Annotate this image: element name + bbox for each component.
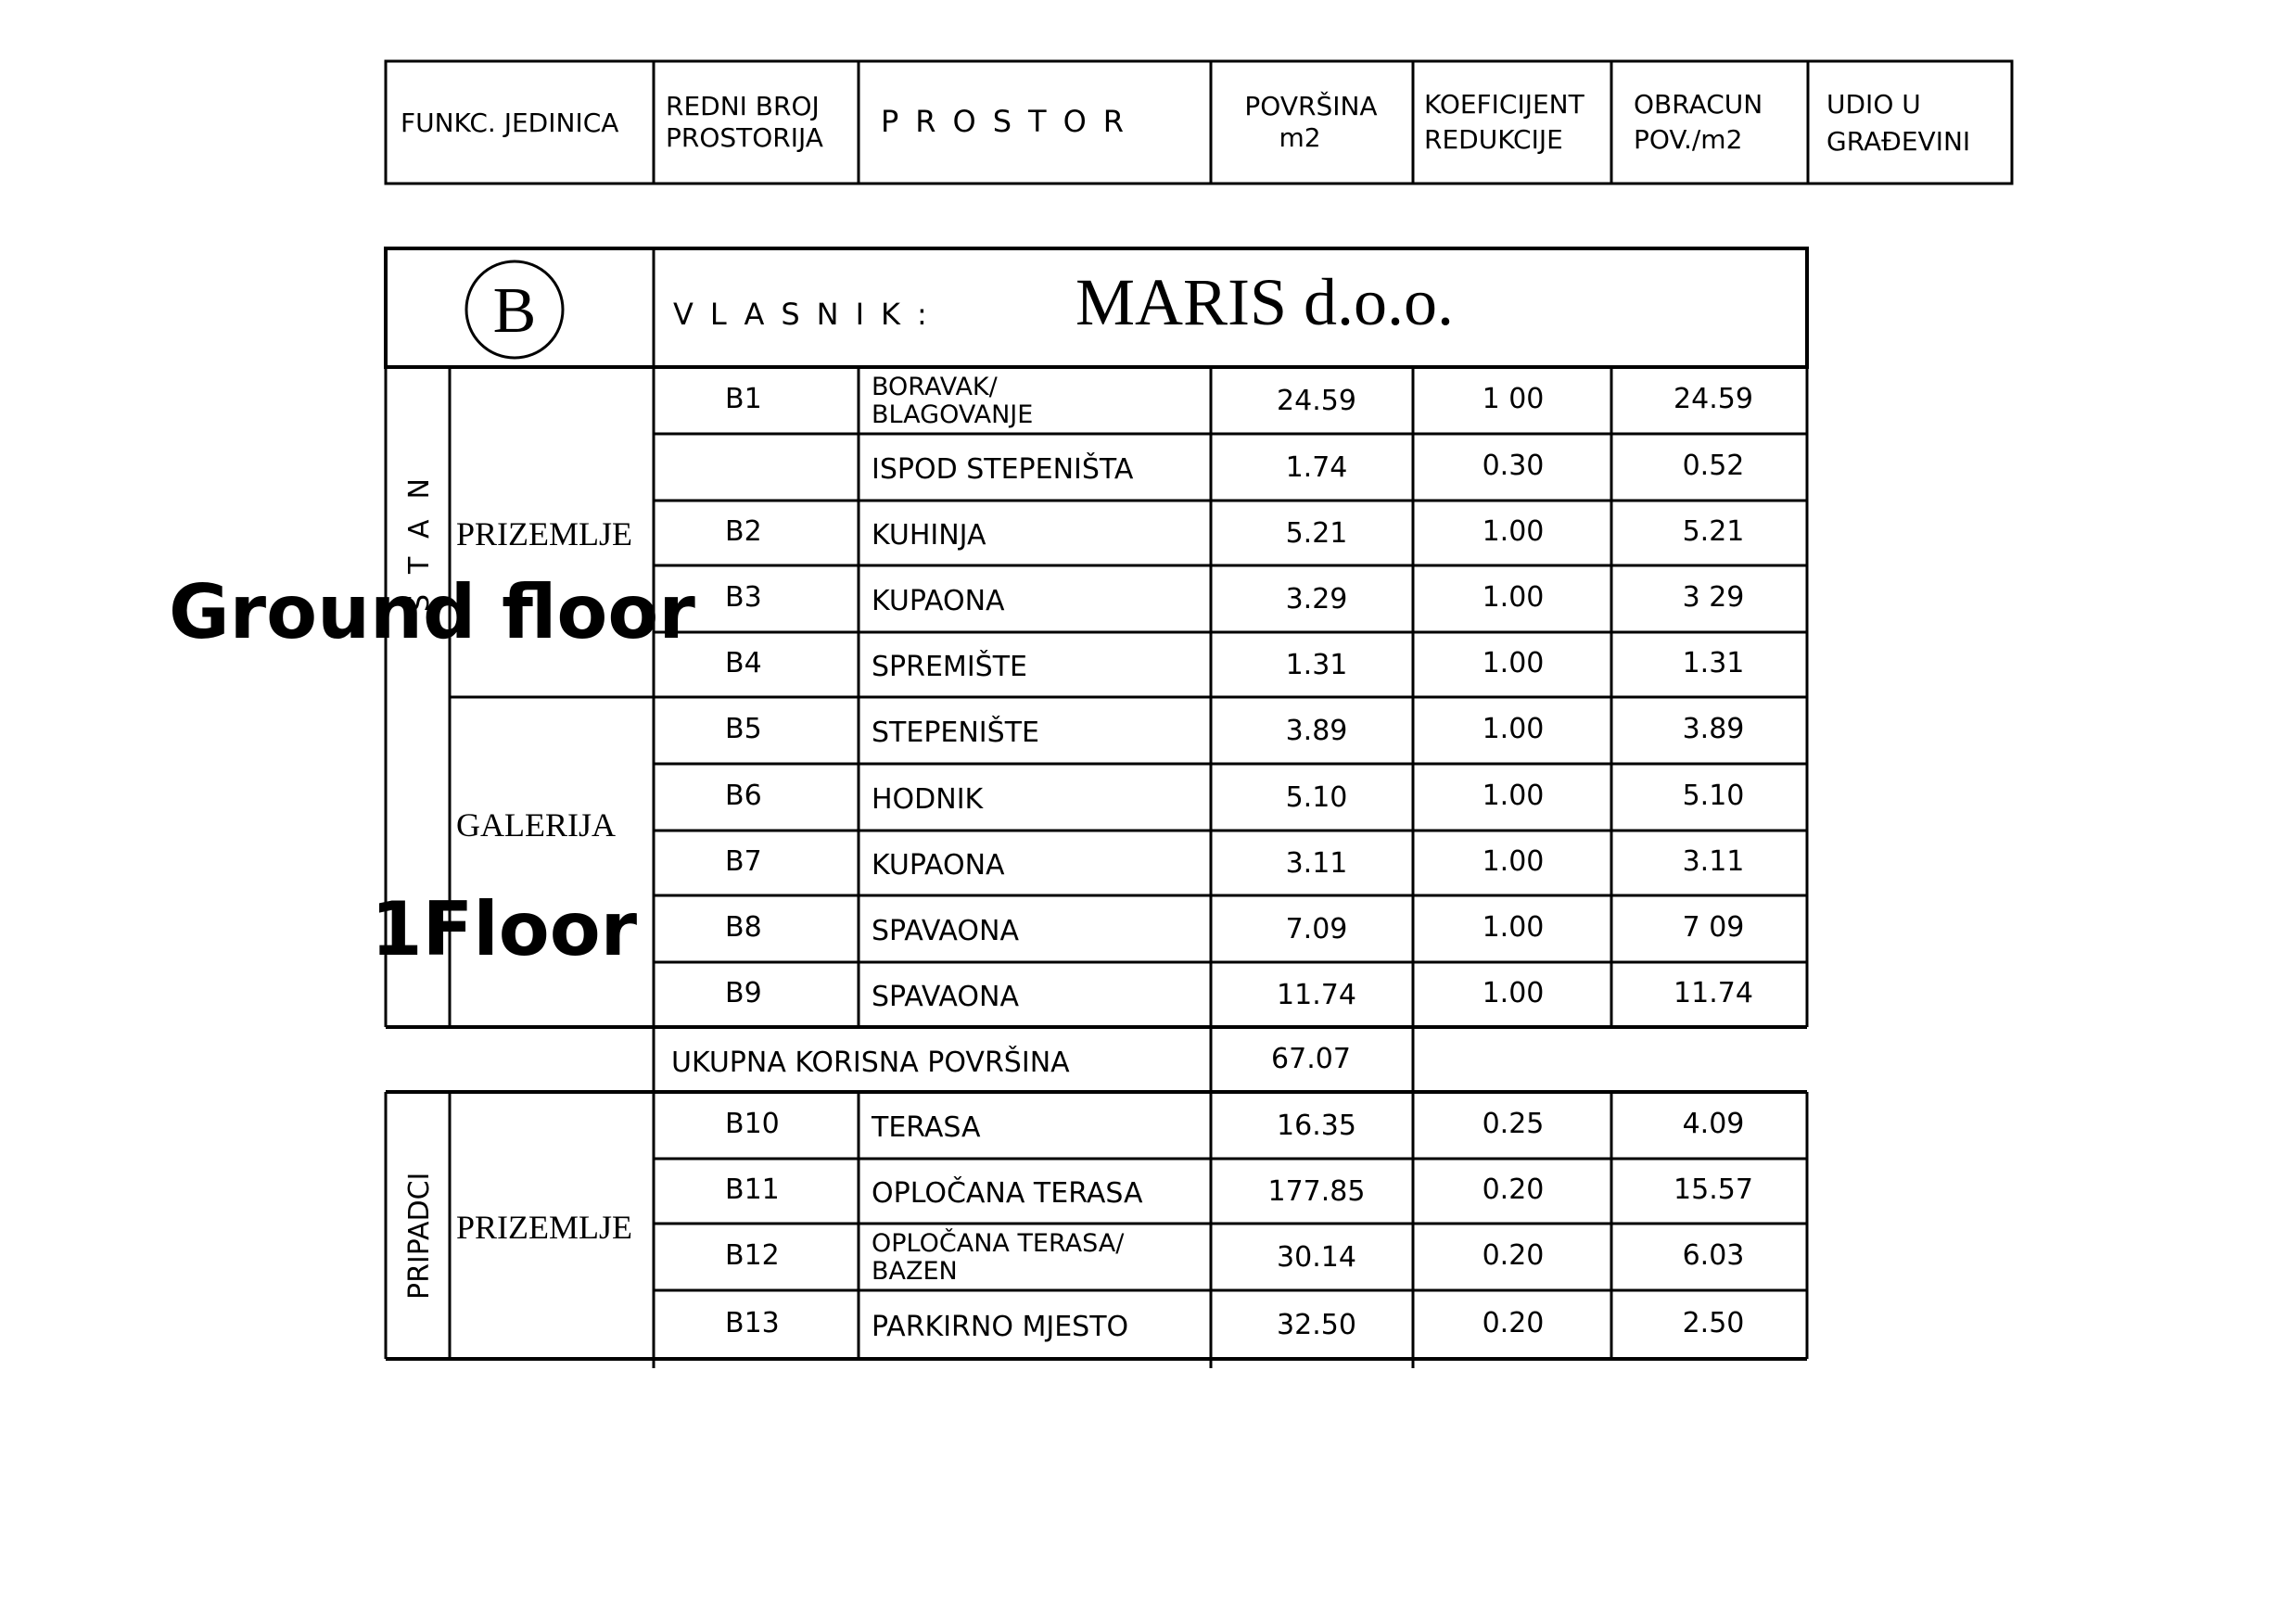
table-row xyxy=(725,515,1744,552)
calculated-area: 3.89 xyxy=(1682,713,1745,745)
pripadci-vertical-label: PRIPADCI xyxy=(403,1172,436,1300)
room-area: 5.21 xyxy=(1285,517,1348,550)
reduction-coefficient: 1.00 xyxy=(1482,515,1545,548)
overlay-first-floor: 1Floor xyxy=(371,886,638,972)
header-area-line2: m2 xyxy=(1279,122,1321,153)
room-number: B9 xyxy=(725,977,762,1009)
reduction-coefficient: 1.00 xyxy=(1482,911,1545,944)
room-area: 3.29 xyxy=(1285,583,1348,615)
table-row xyxy=(725,977,1753,1013)
calculated-area: 6.03 xyxy=(1682,1239,1745,1272)
header-room-no-line1: REDNI BROJ xyxy=(666,91,820,121)
room-number: B10 xyxy=(725,1108,780,1140)
reduction-coefficient: 1.00 xyxy=(1482,581,1545,614)
room-area: 1.31 xyxy=(1285,649,1348,681)
room-area: 5.10 xyxy=(1285,781,1348,814)
room-number: B4 xyxy=(725,647,762,679)
room-area: 3.11 xyxy=(1285,847,1348,880)
stan-rows xyxy=(725,373,1753,1013)
room-area: 24.59 xyxy=(1277,385,1356,417)
table-row xyxy=(725,581,1744,617)
table-row xyxy=(872,450,1744,486)
room-name: SPAVAONA xyxy=(872,915,1019,947)
stan-vertical-label: STAN xyxy=(403,457,436,612)
room-area: 177.85 xyxy=(1267,1175,1366,1208)
room-area: 16.35 xyxy=(1277,1110,1356,1142)
room-area: 1.74 xyxy=(1285,451,1348,484)
room-name-line1: OPLOČANA TERASA/ xyxy=(872,1229,1125,1258)
reduction-coefficient: 1.00 xyxy=(1482,780,1545,812)
room-name-line2: BAZEN xyxy=(872,1257,958,1286)
room-area: 7.09 xyxy=(1285,913,1348,945)
calculated-area: 5.21 xyxy=(1682,515,1745,548)
calculated-area: 3.11 xyxy=(1682,845,1745,878)
total-value: 67.07 xyxy=(1271,1043,1351,1075)
calculated-area: 3 29 xyxy=(1682,581,1745,614)
table-row xyxy=(725,1174,1753,1210)
room-name: OPLOČANA TERASA xyxy=(872,1177,1143,1210)
owner-label: VLASNIK: xyxy=(673,297,944,332)
header-area-line1: POVRŠINA xyxy=(1244,91,1378,121)
table-row xyxy=(725,647,1744,683)
room-name: SPAVAONA xyxy=(872,981,1019,1013)
room-number: B8 xyxy=(725,911,762,944)
group-prizemlje-pripadci: PRIZEMLJE xyxy=(456,1209,633,1246)
table-row xyxy=(725,845,1744,882)
calculated-area: 2.50 xyxy=(1682,1307,1745,1339)
room-number: B11 xyxy=(725,1174,780,1206)
reduction-coefficient: 1.00 xyxy=(1482,845,1545,878)
reduction-coefficient: 0.20 xyxy=(1482,1307,1545,1339)
calculated-area: 7 09 xyxy=(1682,911,1745,944)
total-label: UKUPNA KORISNA POVRŠINA xyxy=(671,1047,1070,1079)
table-row xyxy=(725,373,1753,429)
table-row xyxy=(725,780,1744,816)
reduction-coefficient: 1.00 xyxy=(1482,977,1545,1009)
room-name: SPREMIŠTE xyxy=(872,651,1027,683)
room-number: B12 xyxy=(725,1239,780,1272)
room-area: 3.89 xyxy=(1285,715,1348,747)
table-row xyxy=(725,713,1744,749)
reduction-coefficient: 0.20 xyxy=(1482,1239,1545,1272)
reduction-coefficient: 0.30 xyxy=(1482,450,1545,482)
unit-badge-letter: B xyxy=(492,275,537,347)
pripadci-rows xyxy=(725,1108,1753,1343)
calculated-area: 15.57 xyxy=(1674,1174,1753,1206)
group-galerija: GALERIJA xyxy=(456,806,616,844)
table-row xyxy=(725,1108,1744,1144)
header-unit: FUNKC. JEDINICA xyxy=(401,108,619,138)
room-name: TERASA xyxy=(872,1111,981,1144)
room-number: B3 xyxy=(725,581,762,614)
room-number: B6 xyxy=(725,780,762,812)
header-coef-line1: KOEFICIJENT xyxy=(1424,89,1584,120)
overlay-ground-floor: Ground floor xyxy=(169,569,695,655)
owner-name: MARIS d.o.o. xyxy=(1075,265,1455,339)
calculated-area: 24.59 xyxy=(1674,383,1753,415)
calculated-area: 1.31 xyxy=(1682,647,1745,679)
room-number: B1 xyxy=(725,383,762,415)
room-name-line2: BLAGOVANJE xyxy=(872,400,1034,429)
reduction-coefficient: 1.00 xyxy=(1482,647,1545,679)
reduction-coefficient: 0.20 xyxy=(1482,1174,1545,1206)
room-number: B13 xyxy=(725,1307,780,1339)
group-prizemlje-stan: PRIZEMLJE xyxy=(456,515,633,552)
owner-row xyxy=(466,261,1454,358)
total-row xyxy=(671,1043,1351,1079)
reduction-coefficient: 1 00 xyxy=(1482,383,1545,415)
room-area: 11.74 xyxy=(1277,979,1356,1011)
room-name: PARKIRNO MJESTO xyxy=(872,1311,1129,1343)
overlay-annotations xyxy=(169,569,695,972)
calculated-area: 4.09 xyxy=(1682,1108,1745,1140)
room-name-line1: BORAVAK/ xyxy=(872,373,998,401)
header-table xyxy=(386,61,2012,184)
room-number: B7 xyxy=(725,845,762,878)
header-share-line2: GRAĐEVINI xyxy=(1826,126,1971,157)
calculated-area: 0.52 xyxy=(1682,450,1745,482)
header-share-line1: UDIO U xyxy=(1826,89,1921,120)
reduction-coefficient: 0.25 xyxy=(1482,1108,1545,1140)
calculated-area: 5.10 xyxy=(1682,780,1745,812)
header-table-frame xyxy=(386,61,2012,184)
room-number: B5 xyxy=(725,713,762,745)
room-name: KUPAONA xyxy=(872,849,1005,882)
room-area: 30.14 xyxy=(1277,1241,1356,1274)
room-area: 32.50 xyxy=(1277,1309,1356,1341)
header-room-no-line2: PROSTORIJA xyxy=(666,122,823,153)
reduction-coefficient: 1.00 xyxy=(1482,713,1545,745)
room-name: KUHINJA xyxy=(872,519,986,552)
calculated-area: 11.74 xyxy=(1674,977,1753,1009)
table-row xyxy=(725,1228,1744,1286)
pripadci-section-labels xyxy=(403,1173,632,1300)
header-space: PROSTOR xyxy=(881,104,1140,139)
room-name: HODNIK xyxy=(872,783,984,816)
room-name: KUPAONA xyxy=(872,585,1005,617)
header-calc-line1: OBRACUN xyxy=(1634,89,1763,120)
room-name: ISPOD STEPENIŠTA xyxy=(872,453,1134,486)
table-row xyxy=(725,911,1744,947)
header-calc-line2: POV./m2 xyxy=(1634,124,1743,155)
room-name: STEPENIŠTE xyxy=(872,717,1039,749)
table-row xyxy=(725,1307,1744,1343)
room-number: B2 xyxy=(725,515,762,548)
header-coef-line2: REDUKCIJE xyxy=(1424,124,1563,155)
